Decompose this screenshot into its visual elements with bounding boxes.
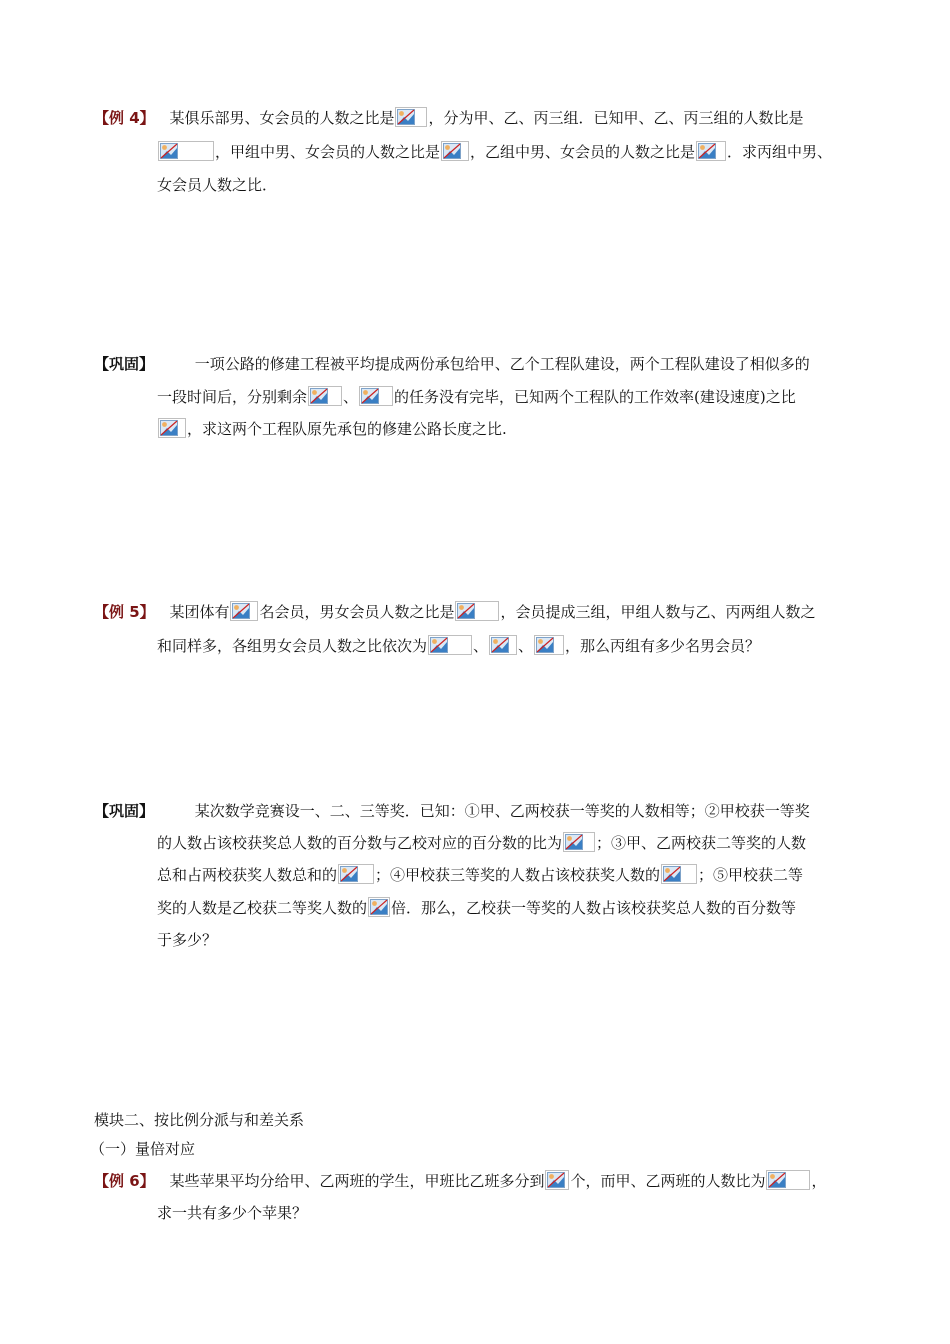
broken-image-icon <box>457 603 475 619</box>
formula-image <box>441 141 469 161</box>
formula-image <box>368 897 390 917</box>
text: ， <box>811 1172 827 1190</box>
broken-image-icon <box>430 637 448 653</box>
formula-image <box>661 864 697 884</box>
practice-1-line-2 <box>157 386 796 407</box>
example-5-line-2 <box>157 635 760 656</box>
text: ；⑤甲校获二等 <box>698 866 804 884</box>
text: 女会员人数之比． <box>157 176 278 194</box>
formula-image <box>696 141 726 161</box>
practice-1-line-3 <box>157 418 507 439</box>
practice-2-line-5 <box>157 930 217 950</box>
formula-image <box>230 601 258 621</box>
text: ，乙组中男、女会员的人数之比是 <box>470 143 696 161</box>
example-6-line-2 <box>157 1203 307 1223</box>
text: 和同样多，各组男女会员人数之比依次为 <box>157 637 428 655</box>
example-4-line-2 <box>157 141 832 162</box>
broken-image-icon <box>397 109 415 125</box>
example-6-tag: 【例 6】 <box>94 1172 155 1190</box>
broken-image-icon <box>698 143 716 159</box>
formula-image <box>545 1170 569 1190</box>
example-5-line-1 <box>94 601 816 622</box>
broken-image-icon <box>361 388 379 404</box>
example-4-line-1 <box>94 107 803 128</box>
formula-image <box>534 635 564 655</box>
formula-image <box>563 832 595 852</box>
practice-1-line-1 <box>94 354 810 374</box>
text: ，求这两个工程队原先承包的修建公路长度之比. <box>187 420 507 438</box>
practice-2-line-1 <box>94 801 810 821</box>
text: 某次数学竞赛设一、二、三等奖．已知：①甲、乙两校获一等奖的人数相等；②甲校获一等奖 <box>194 802 810 820</box>
example-4-line-3 <box>157 175 277 195</box>
broken-image-icon <box>443 143 461 159</box>
text: 某些苹果平均分给甲、乙两班的学生，甲班比乙班多分到 <box>169 1172 545 1190</box>
module-title: 模块二、按比例分派与和差关系 <box>94 1111 305 1129</box>
text: 、 <box>343 388 359 406</box>
broken-image-icon <box>491 637 509 653</box>
text: 、 <box>473 637 489 655</box>
formula-image <box>766 1170 810 1190</box>
formula-image <box>428 635 472 655</box>
practice-2-line-3 <box>157 864 803 885</box>
text: 求一共有多少个苹果？ <box>157 1204 308 1222</box>
practice-2-line-4 <box>157 897 796 918</box>
broken-image-icon <box>160 420 178 436</box>
text: ，那么丙组有多少名男会员？ <box>565 637 761 655</box>
text: 奖的人数是乙校获二等奖人数的 <box>157 899 368 917</box>
text: ．求丙组中男、 <box>727 143 833 161</box>
formula-image <box>308 386 342 406</box>
text: ；③甲、乙两校获二等奖的人数 <box>596 834 807 852</box>
formula-image <box>359 386 393 406</box>
text: 某团体有 <box>169 603 230 621</box>
text: 名会员，男女会员人数之比是 <box>259 603 455 621</box>
text: 总和占两校获奖人数总和的 <box>157 866 338 884</box>
formula-image <box>338 864 374 884</box>
broken-image-icon <box>547 1172 565 1188</box>
broken-image-icon <box>768 1172 786 1188</box>
example-4-tag: 【例 4】 <box>94 109 155 127</box>
text: 、 <box>518 637 534 655</box>
text: 倍．那么，乙校获一等奖的人数占该校获奖总人数的百分数等 <box>391 899 797 917</box>
text: 的任务没有完毕，已知两个工程队的工作效率(建设速度)之比 <box>394 388 796 406</box>
formula-image <box>489 635 517 655</box>
example-5-tag: 【例 5】 <box>94 603 155 621</box>
broken-image-icon <box>663 866 681 882</box>
formula-image <box>395 107 427 127</box>
broken-image-icon <box>160 143 178 159</box>
text: ，分为甲、乙、丙三组．已知甲、乙、丙三组的人数比是 <box>428 109 804 127</box>
broken-image-icon <box>232 603 250 619</box>
text: 一项公路的修建工程被平均提成两份承包给甲、乙个工程队建设，两个工程队建设了相似多的 <box>194 355 810 373</box>
practice-2-line-2 <box>157 832 806 853</box>
text: 一段时间后，分别剩余 <box>157 388 308 406</box>
formula-image <box>158 418 186 438</box>
practice-1-tag: 【巩固】 <box>94 355 155 373</box>
broken-image-icon <box>370 899 388 915</box>
broken-image-icon <box>536 637 554 653</box>
example-6-line-1 <box>94 1170 827 1191</box>
text: 于多少？ <box>157 931 218 949</box>
module-subtitle: （一）量倍对应 <box>90 1140 196 1158</box>
practice-2-tag: 【巩固】 <box>94 802 155 820</box>
formula-image <box>158 141 214 161</box>
broken-image-icon <box>565 834 583 850</box>
text: ，甲组中男、女会员的人数之比是 <box>215 143 441 161</box>
text: 某俱乐部男、女会员的人数之比是 <box>169 109 395 127</box>
broken-image-icon <box>310 388 328 404</box>
text: ；④甲校获三等奖的人数占该校获奖人数的 <box>375 866 661 884</box>
text: ，会员提成三组，甲组人数与乙、丙两组人数之 <box>500 603 816 621</box>
broken-image-icon <box>340 866 358 882</box>
formula-image <box>455 601 499 621</box>
text: 个，而甲、乙两班的人数比为 <box>570 1172 766 1190</box>
text: 的人数占该校获奖总人数的百分数与乙校对应的百分数的比为 <box>157 834 563 852</box>
